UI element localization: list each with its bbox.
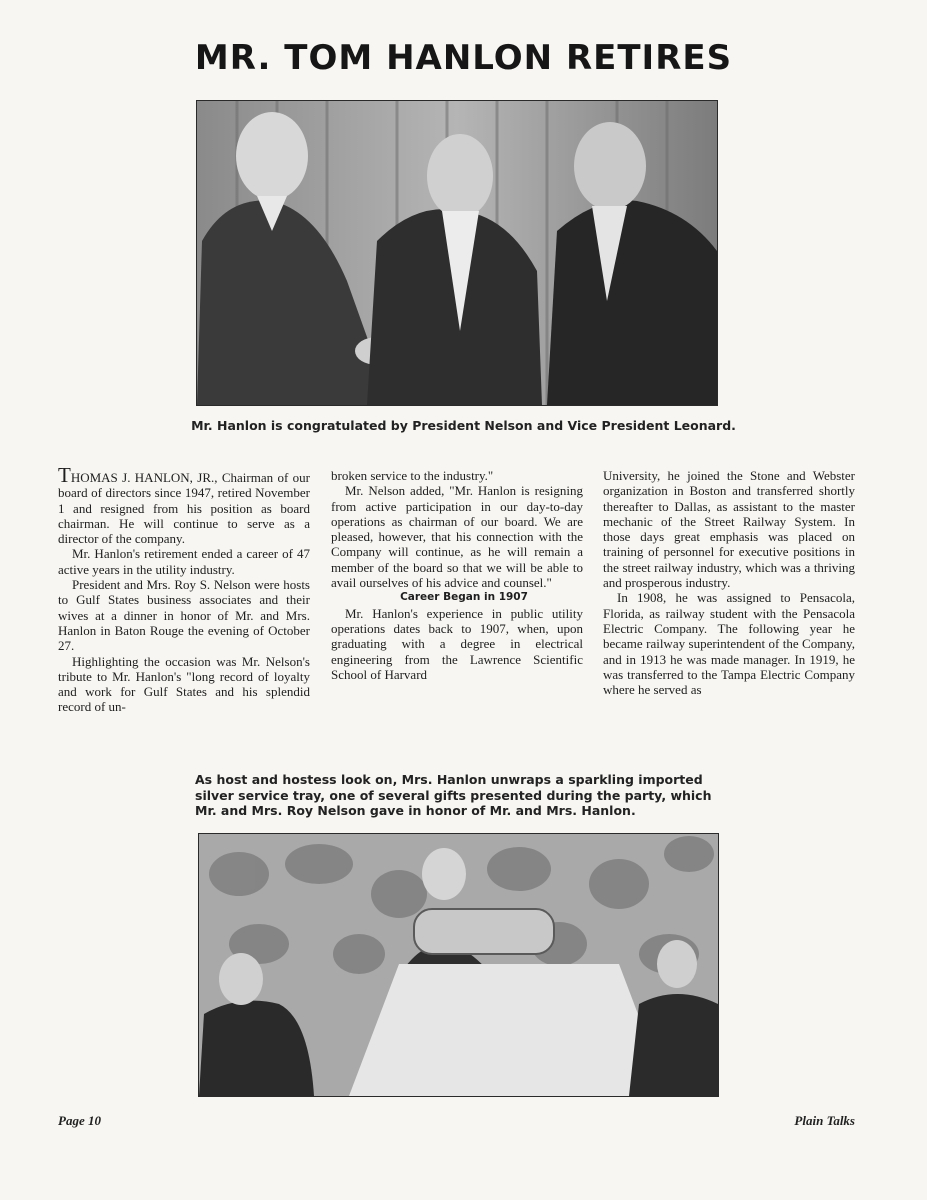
- article-paragraph: [58, 463, 310, 547]
- article-paragraph: Mr. Hanlon's experience in public utility operations dates back to 1907, when, upon graduating with a degree in electrical engineering from the Lawrence Scientific School of Harvard: [331, 605, 583, 682]
- article-paragraph: In 1908, he was assigned to Pensacola, Florida, as railway student with the Pensacola Electric Company. The following year he became railway superintendent of the Company, and in 1913 he was made manager. In 1919, he was transferred to the Tampa Electric Company where he served as: [603, 590, 855, 698]
- article-paragraph: Highlighting the occasion was Mr. Nelson's tribute to Mr. Hanlon's "long record of loyalty and work for Gulf States and his splendid record of un-: [58, 653, 310, 715]
- photo-silver-tray-gift: [198, 833, 719, 1097]
- article-paragraph: University, he joined the Stone and Webster organization in Boston and transferred shortly thereafter to Dallas, as assistant to the master mechanic of the Street Railway System. In those days great emphasis was placed on training of personnel for executive positions in the street railway industry, which was a thriving and prosperous industry.: [603, 468, 855, 591]
- article-column-3: [603, 468, 855, 697]
- article-column-1: [58, 463, 310, 715]
- headline: MR. TOM HANLON RETIRES: [194, 38, 733, 78]
- photo-three-men-handshake: [196, 100, 718, 406]
- article-paragraph: Mr. Hanlon's retirement ended a career of 47 active years in the utility industry.: [58, 546, 310, 577]
- article-lead-text: HOMAS J. HANLON, JR., Chairman of our board of directors since 1947, retired November 1 and resigned from his position as board chairman. He will continue to serve as a director of the company.: [58, 470, 310, 547]
- section-subhead: Career Began in 1907: [400, 591, 528, 604]
- publication-name: Plain Talks: [794, 1113, 855, 1128]
- page-number: Page 10: [58, 1113, 101, 1128]
- drop-cap: T: [58, 463, 71, 487]
- article-paragraph: broken service to the industry.": [331, 468, 494, 483]
- photo2-caption: As host and hostess look on, Mrs. Hanlon unwraps a sparkling imported silver service tray, one of several gifts presented during the party, which Mr. and Mrs. Roy Nelson gave in honor of Mr. and Mrs. Hanlon.: [195, 772, 712, 818]
- article-paragraph: Mr. Nelson added, "Mr. Hanlon is resigning from active participation in our day-to-day operations as chairman of our board. We are pleased, however, that his connection with the Company will continue, as he will remain a member of the board so that we will be able to avail ourselves of his advice and counsel.": [331, 483, 583, 591]
- photo1-caption: Mr. Hanlon is congratulated by President Nelson and Vice President Leonard.: [191, 418, 736, 433]
- article-column-2: [331, 468, 583, 682]
- article-paragraph: President and Mrs. Roy S. Nelson were hosts to Gulf States business associates and their wives at a dinner in honor of Mr. and Mrs. Hanlon in Baton Rouge the evening of October 27.: [58, 577, 310, 654]
